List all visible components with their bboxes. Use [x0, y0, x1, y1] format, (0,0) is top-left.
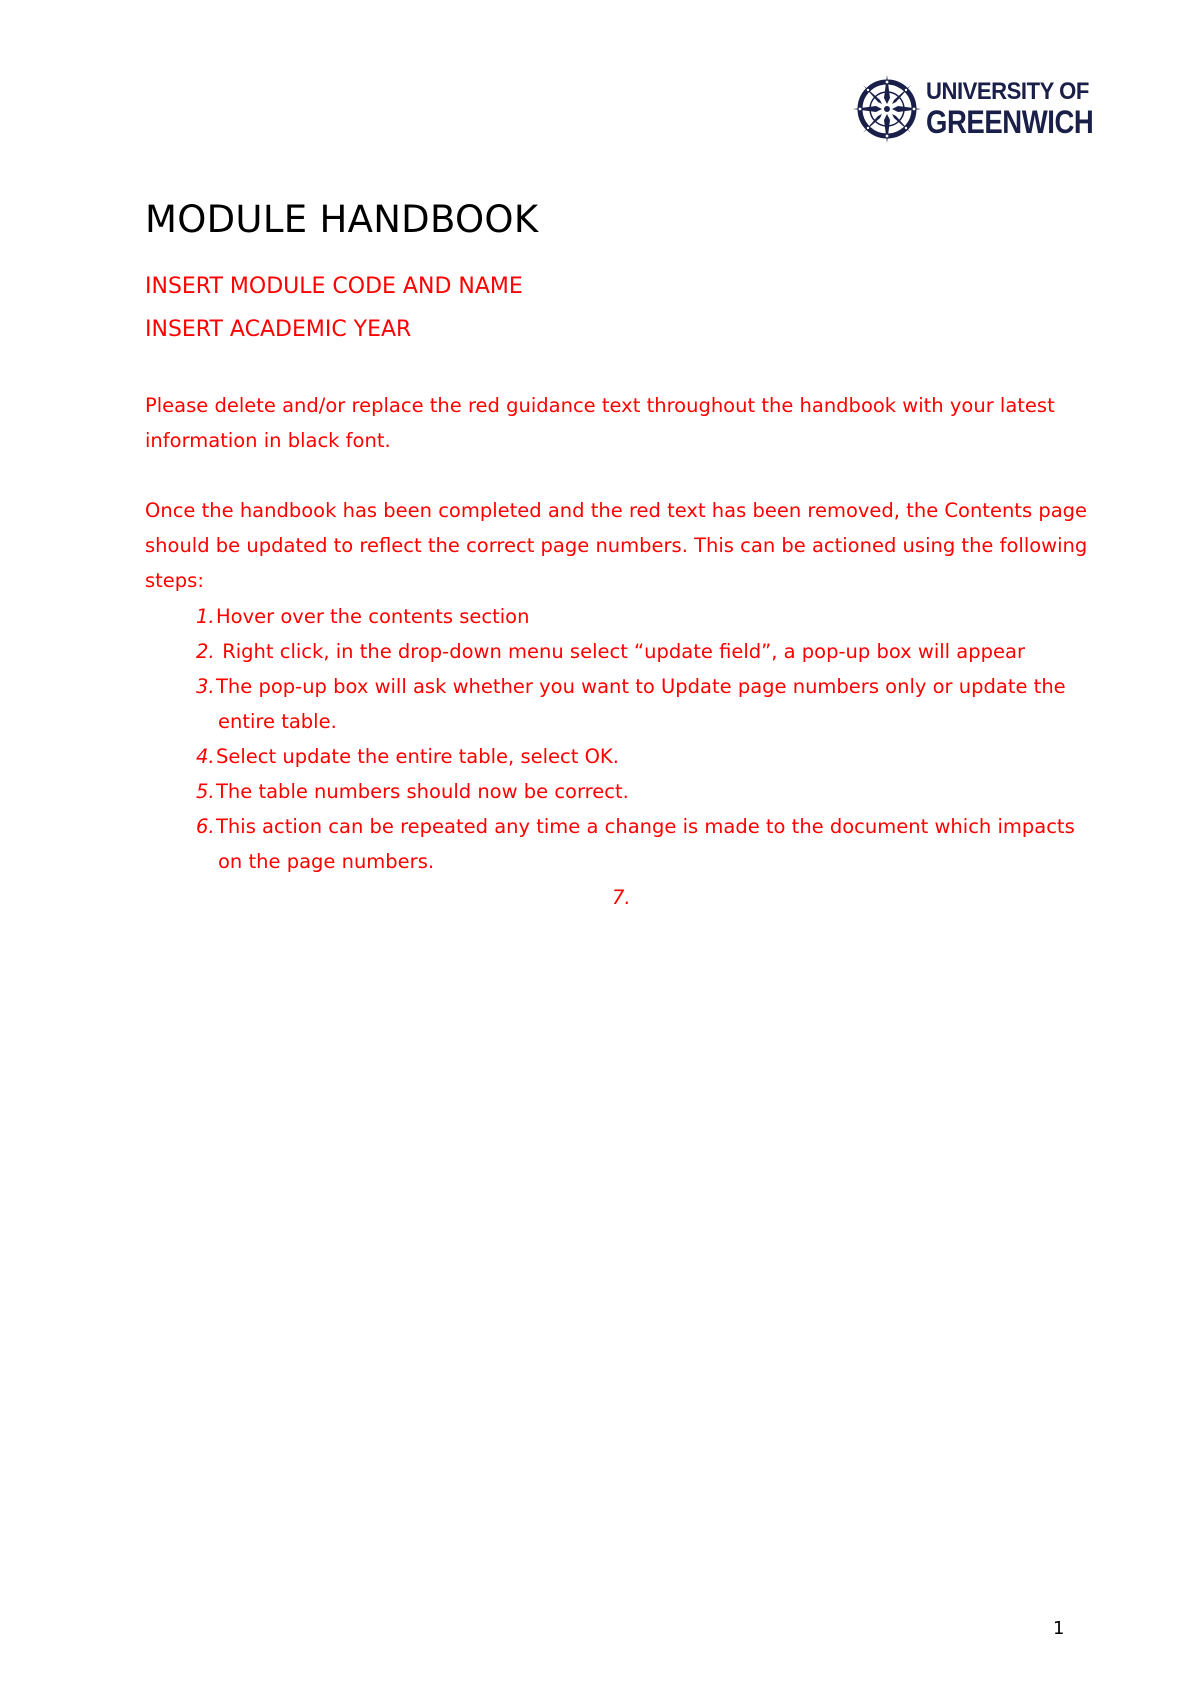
step-text: Hover over the contents section — [216, 605, 530, 628]
step-text: Select update the entire table, select OK. — [216, 745, 619, 768]
step-text: This action can be repeated any time a change is made to the document which impacts on the page numbers. — [216, 815, 1075, 873]
list-item — [145, 809, 1105, 879]
step-text: Right click, in the drop-down menu select “update field”, a pop-up box will appear — [216, 640, 1025, 663]
logo-wordmark — [926, 80, 1121, 138]
step-number: 5. — [196, 780, 215, 803]
list-item — [145, 634, 1105, 669]
step-number: 2. — [196, 640, 215, 663]
module-code-placeholder: INSERT MODULE CODE AND NAME — [145, 274, 523, 299]
step-text: The pop-up box will ask whether you want to Update page numbers only or update the entire table. — [216, 675, 1066, 733]
logo-line-university: UNIVERSITY OF — [926, 78, 1089, 105]
list-item — [145, 669, 1105, 739]
step-number: 6. — [196, 815, 215, 838]
academic-year-placeholder: INSERT ACADEMIC YEAR — [145, 317, 412, 342]
list-item — [145, 739, 1105, 774]
university-logo — [852, 73, 1102, 145]
empty-step-number: 7. — [612, 886, 631, 909]
logo-line-greenwich: GREENWICH — [926, 104, 1094, 140]
guidance-paragraph-1: Please delete and/or replace the red guidance text throughout the handbook with your latest information in black font. — [145, 394, 1055, 452]
page-number: 1 — [1053, 1618, 1065, 1639]
guidance-paragraph-2: Once the handbook has been completed and the red text has been removed, the Contents page should be updated to reflect the correct page numbers. This can be actioned using the following steps: — [145, 499, 1088, 592]
step-number: 4. — [196, 745, 215, 768]
document-title: MODULE HANDBOOK — [145, 198, 539, 241]
list-item — [145, 599, 1105, 634]
list-item — [145, 774, 1105, 809]
update-steps-list — [145, 599, 1105, 879]
compass-rose-icon — [852, 74, 922, 144]
step-number: 1. — [196, 605, 215, 628]
step-text: The table numbers should now be correct. — [216, 780, 629, 803]
step-number: 3. — [196, 675, 215, 698]
